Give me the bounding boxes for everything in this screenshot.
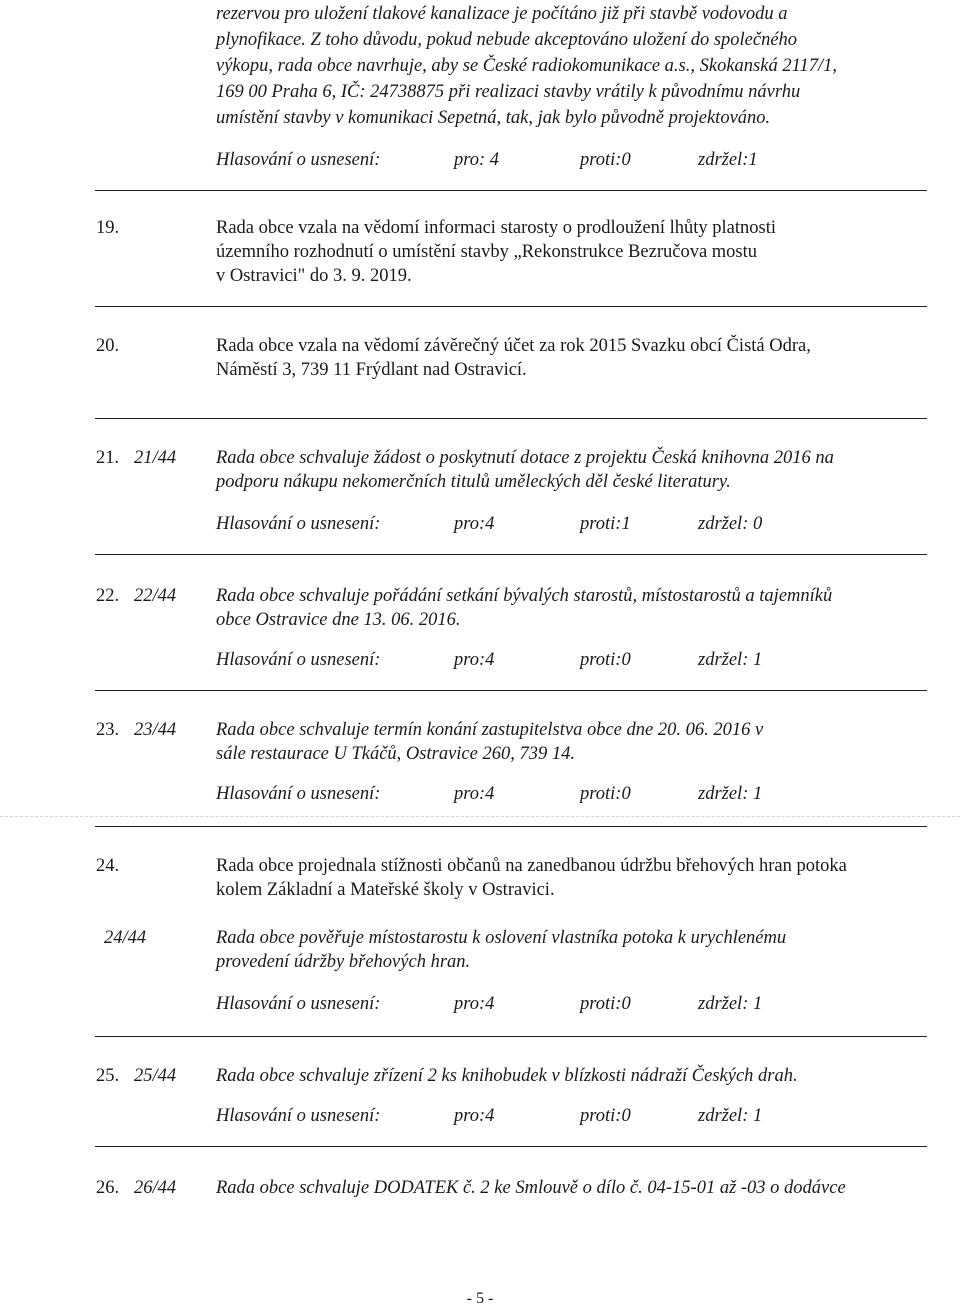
intro-line-1: rezervou pro uložení tlakové kanalizace je počítáno již při stavbě vodovodu a [216,4,788,24]
resolution-ref-22: 22/44 [134,586,177,606]
item-number-26: 26. [96,1178,120,1198]
item-24-line-1: Rada obce projednala stížnosti občanů na zanedbanou údržbu břehových hran potoka [216,856,847,876]
vote-zdrzel: zdržel: 0 [698,514,763,534]
divider [95,1036,927,1037]
vote-label: Hlasování o usnesení: [216,1106,381,1126]
vote-pro: pro:4 [454,650,495,670]
item-number-23: 23. [96,720,120,740]
vote-zdrzel: zdržel: 1 [698,994,763,1014]
resolution-ref-23: 23/44 [134,720,177,740]
vote-proti: proti:0 [580,994,631,1014]
vote-label: Hlasování o usnesení: [216,994,381,1014]
item-19-line-3: v Ostravici" do 3. 9. 2019. [216,266,412,286]
intro-line-5: umístění stavby v komunikaci Sepetná, tak, jak bylo původně projektováno. [216,108,771,128]
divider [95,826,927,827]
vote-zdrzel: zdržel: 1 [698,1106,763,1126]
intro-line-2: plynofikace. Z toho důvodu, pokud nebude akceptováno uložení do společného [216,30,798,50]
vote-pro: pro:4 [454,1106,495,1126]
divider [95,1146,927,1147]
vote-proti: proti:0 [580,784,631,804]
item-number-22: 22. [96,586,120,606]
item-number-24: 24. [96,856,120,876]
divider [95,690,927,691]
vote-zdrzel: zdržel: 1 [698,784,763,804]
item-21-line-1: Rada obce schvaluje žádost o poskytnutí dotace z projektu Česká knihovna 2016 na [216,448,834,468]
vote-proti: proti:0 [580,150,631,170]
item-24-resolution-line-1: Rada obce pověřuje místostarostu k oslovení vlastníka potoka k urychlenému [216,928,787,948]
item-20-line-2: Náměstí 3, 739 11 Frýdlant nad Ostravicí. [216,360,527,380]
vote-proti: proti:0 [580,1106,631,1126]
item-20-line-1: Rada obce vzala na vědomí závěrečný účet za rok 2015 Svazku obcí Čistá Odra, [216,336,811,356]
item-number-20: 20. [96,336,120,356]
item-19-line-1: Rada obce vzala na vědomí informaci starosty o prodloužení lhůty platnosti [216,218,776,238]
vote-pro: pro:4 [454,784,495,804]
item-21-line-2: podporu nákupu nekomerčních titulů uměleckých děl české literatury. [216,472,731,492]
item-22-line-2: obce Ostravice dne 13. 06. 2016. [216,610,461,630]
vote-zdrzel: zdržel: 1 [698,650,763,670]
divider [95,190,927,191]
item-24-line-2: kolem Základní a Mateřské školy v Ostravici. [216,880,555,900]
vote-proti: proti:1 [580,514,631,534]
vote-pro: pro:4 [454,514,495,534]
divider [95,554,927,555]
divider [95,306,927,307]
vote-label: Hlasování o usnesení: [216,150,381,170]
vote-pro: pro: 4 [454,150,500,170]
item-23-line-1: Rada obce schvaluje termín konání zastupitelstva obce dne 20. 06. 2016 v [216,720,764,740]
scan-artifact [0,816,960,817]
item-23-line-2: sále restaurace U Tkáčů, Ostravice 260, 739 14. [216,744,575,764]
intro-line-3: výkopu, rada obce navrhuje, aby se České radiokomunikace a.s., Skokanská 2117/1, [216,56,837,76]
vote-proti: proti:0 [580,650,631,670]
vote-label: Hlasování o usnesení: [216,650,381,670]
resolution-ref-25: 25/44 [134,1066,177,1086]
item-25-line-1: Rada obce schvaluje zřízení 2 ks knihobudek v blízkosti nádraží Českých drah. [216,1066,798,1086]
resolution-ref-21: 21/44 [134,448,177,468]
item-26-line-1: Rada obce schvaluje DODATEK č. 2 ke Smlouvě o dílo č. 04-15-01 až -03 o dodávce [216,1178,846,1198]
item-number-25: 25. [96,1066,120,1086]
resolution-ref-26: 26/44 [134,1178,177,1198]
intro-line-4: 169 00 Praha 6, IČ: 24738875 při realizaci stavby vrátily k původnímu návrhu [216,82,801,102]
item-22-line-1: Rada obce schvaluje pořádání setkání bývalých starostů, místostarostů a tajemníků [216,586,833,606]
page-number: - 5 - [466,1290,494,1307]
vote-label: Hlasování o usnesení: [216,784,381,804]
vote-zdrzel: zdržel:1 [698,150,758,170]
vote-label: Hlasování o usnesení: [216,514,381,534]
item-19-line-2: územního rozhodnutí o umístění stavby „Rekonstrukce Bezručova mostu [216,242,758,262]
item-24-resolution-line-2: provedení údržby břehových hran. [216,952,471,972]
item-number-21: 21. [96,448,120,468]
divider [95,418,927,419]
vote-pro: pro:4 [454,994,495,1014]
item-number-19: 19. [96,218,120,238]
resolution-ref-24: 24/44 [104,928,147,948]
